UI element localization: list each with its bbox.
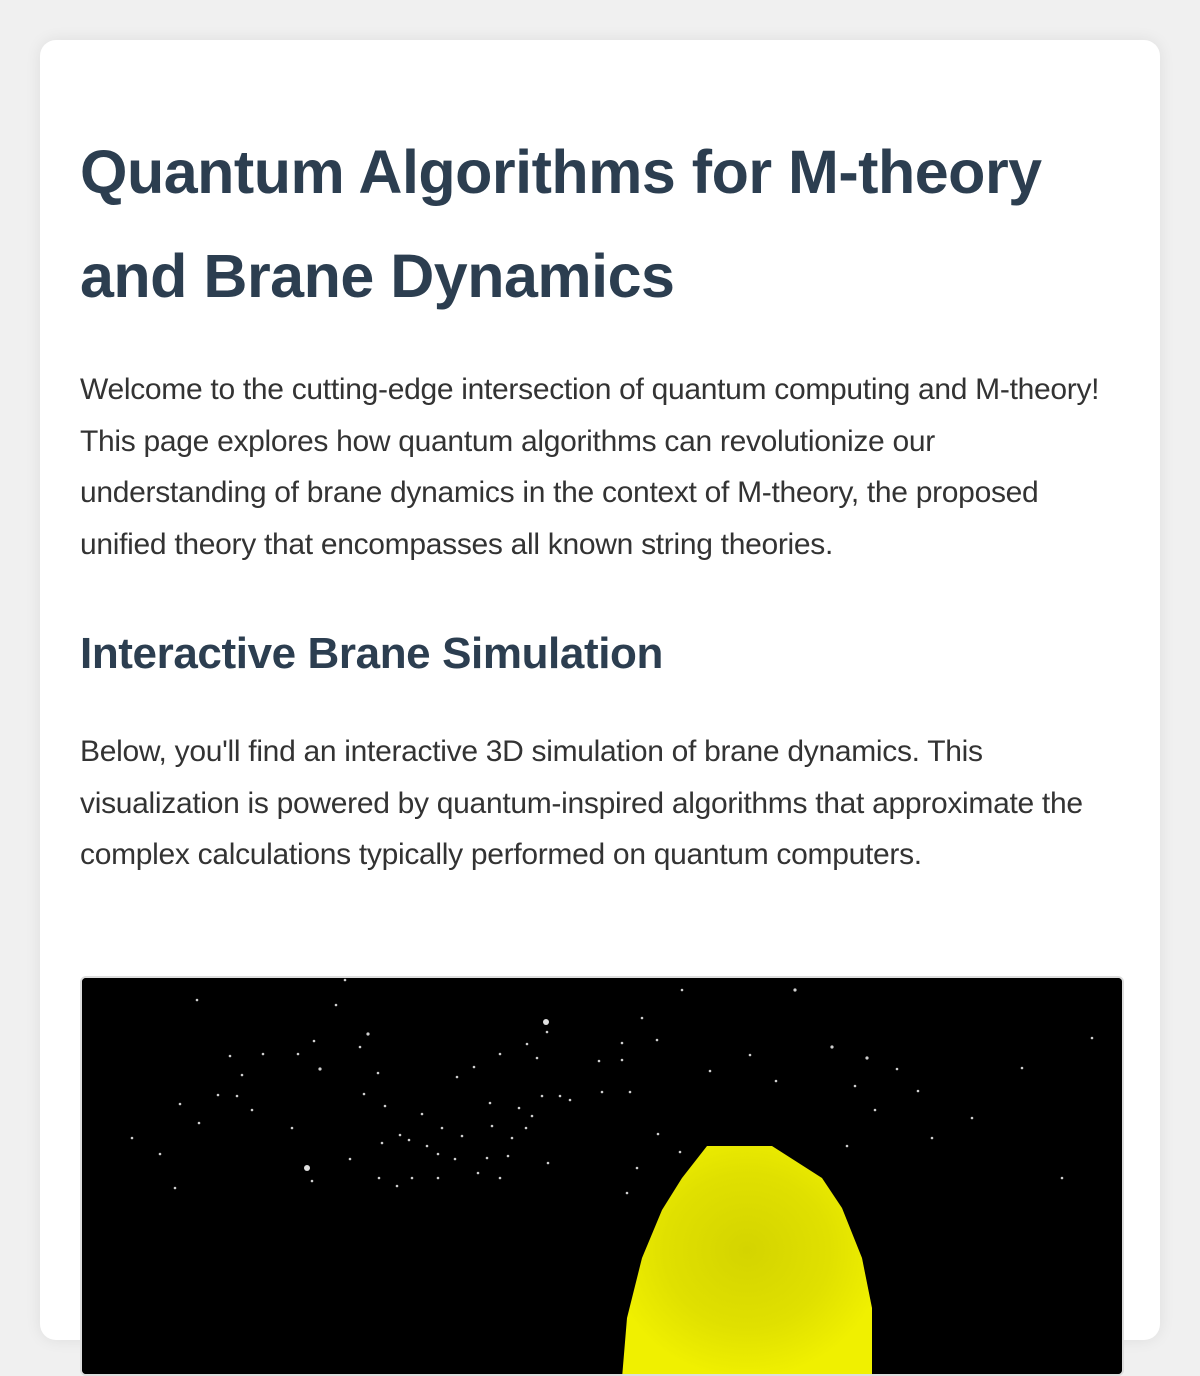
brane-simulation-canvas[interactable] bbox=[80, 976, 1124, 1376]
page-title: Quantum Algorithms for M-theory and Brane Dynamics bbox=[80, 138, 1042, 310]
section-heading-simulation: Interactive Brane Simulation bbox=[80, 629, 663, 678]
content-card bbox=[40, 40, 1160, 1340]
starfield-scene bbox=[82, 978, 1122, 1376]
simulation-description: Below, you'll find an interactive 3D simulation of brane dynamics. This visualization is powered by quantum-inspired algorithms that approximate the complex calculations typically performed on quantum computers. bbox=[80, 735, 1083, 871]
intro-paragraph: Welcome to the cutting-edge intersection of quantum computing and M-theory! This page explores how quantum algorithms can revolutionize our understanding of brane dynamics in the context of M-theory, the proposed unified theory that encompasses all known string theories. bbox=[80, 373, 1100, 561]
